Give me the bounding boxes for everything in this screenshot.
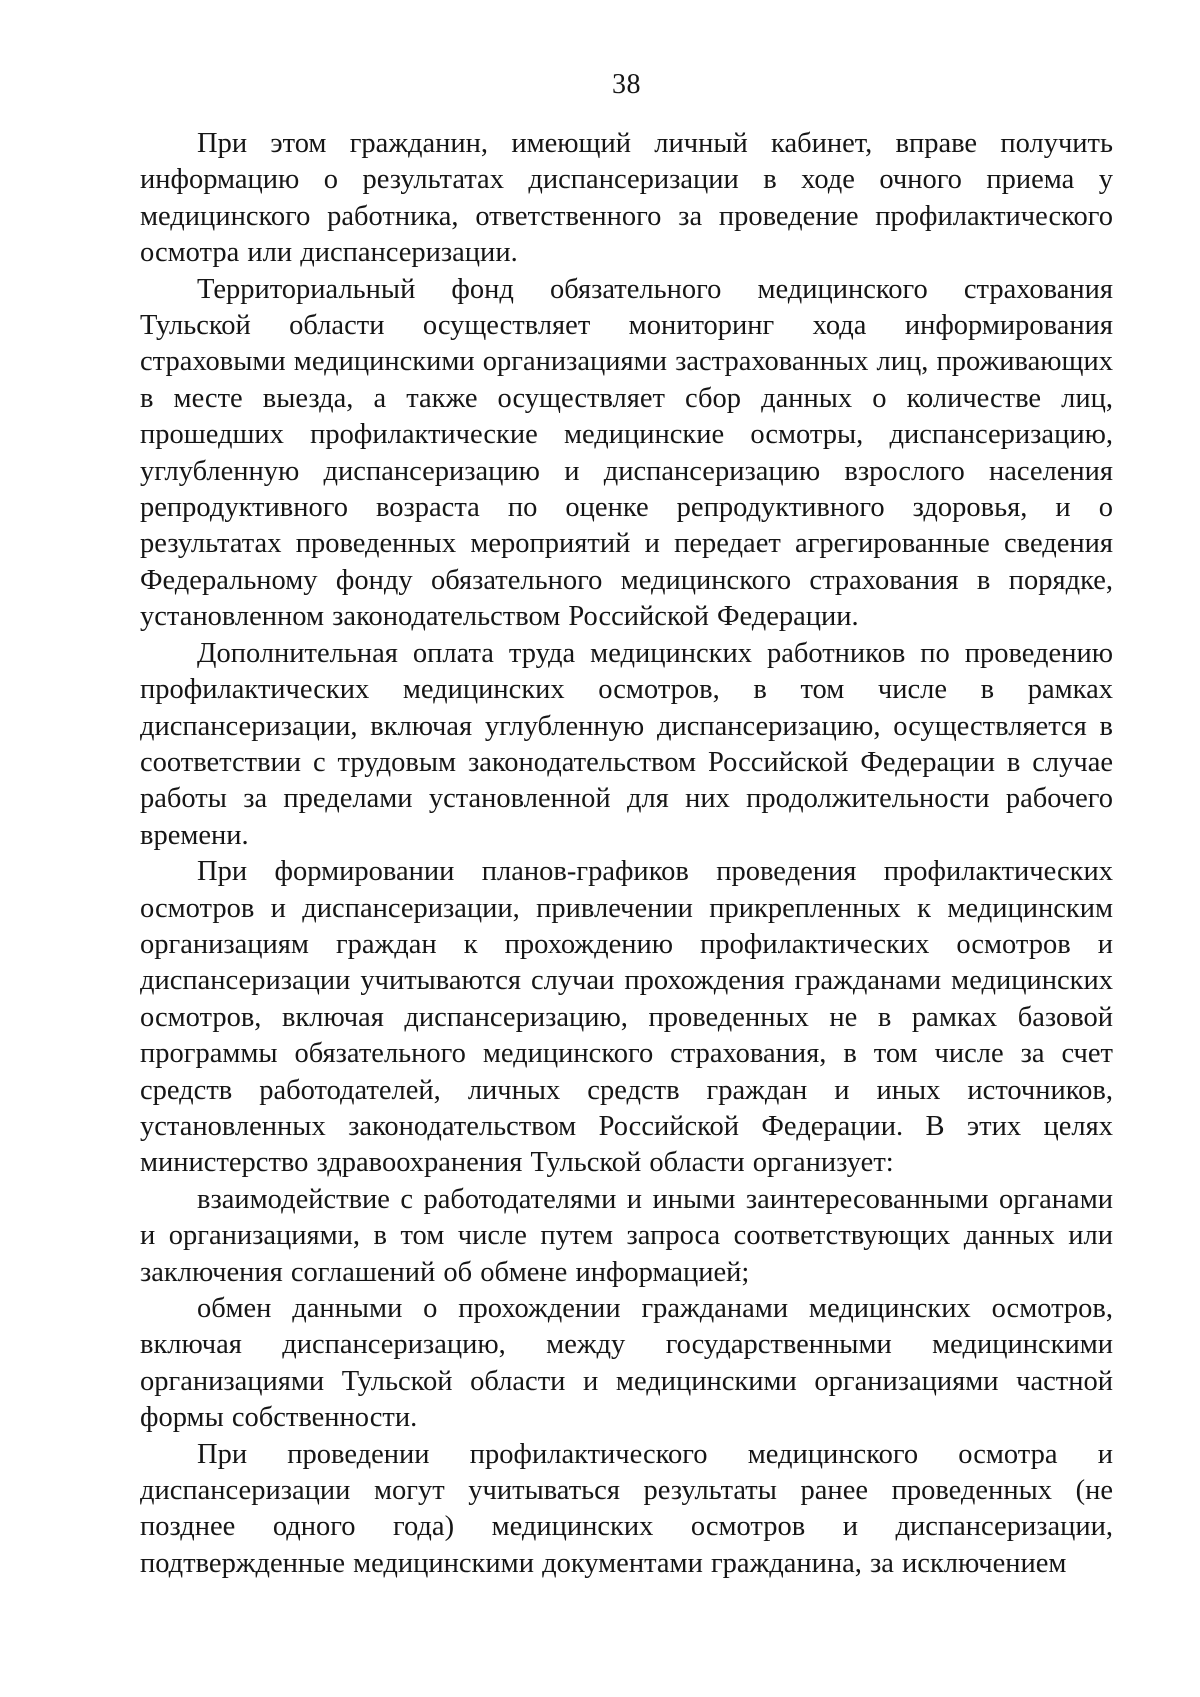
paragraph: Территориальный фонд обязательного медицинского страхования Тульской области осуществляет мониторинг хода информирования страховыми медицинскими организациями застрахованных лиц, проживающих в месте выезда, а также осуществляет сбор данных о количестве лиц, прошедших профилактические медицинские осмотры, диспансеризацию, углубленную диспансеризацию и диспансеризацию взрослого населения репродуктивного возраста по оценке репродуктивного здоровья, и о результатах проведенных мероприятий и передает агрегированные сведения Федеральному фонду обязательного медицинского страхования в порядке, установленном законодательством Российской Федерации. <box>140 273 1113 633</box>
paragraph: Дополнительная оплата труда медицинских работников по проведению профилактических медицинских осмотров, в том числе в рамках диспансеризации, включая углубленную диспансеризацию, осуществляется в соответствии с трудовым законодательством Российской Федерации в случае работы за пределами установленной для них продолжительности рабочего времени. <box>140 637 1113 851</box>
document-text <box>140 126 1113 1582</box>
paragraph: При этом гражданин, имеющий личный кабинет, вправе получить информацию о результатах диспансеризации в ходе очного приема у медицинского работника, ответственного за проведение профилактического осмотра или диспансеризации. <box>140 128 1113 269</box>
page-number: 38 <box>612 69 641 100</box>
paragraph: обмен данными о прохождении гражданами медицинских осмотров, включая диспансеризацию, между государственными медицинскими организациями Тульской области и медицинскими организациями частной формы собственности. <box>140 1293 1113 1434</box>
paragraph: взаимодействие с работодателями и иными заинтересованными органами и организациями, в том числе путем запроса соответствующих данных или заключения соглашений об обмене информацией; <box>140 1183 1113 1288</box>
paragraph: При проведении профилактического медицинского осмотра и диспансеризации могут учитываться результаты ранее проведенных (не позднее одного года) медицинских осмотров и диспансеризации, подтвержденные медицинскими документами гражданина, за исключением <box>140 1438 1113 1579</box>
paragraph: При формировании планов-графиков проведения профилактических осмотров и диспансеризации, привлечении прикрепленных к медицинским организациям граждан к прохождению профилактических осмотров и диспансеризации учитываются случаи прохождения гражданами медицинских осмотров, включая диспансеризацию, проведенных не в рамках базовой программы обязательного медицинского страхования, в том числе за счет средств работодателей, личных средств граждан и иных источников, установленных законодательством Российской Федерации. В этих целях министерство здравоохранения Тульской области организует: <box>140 856 1113 1179</box>
